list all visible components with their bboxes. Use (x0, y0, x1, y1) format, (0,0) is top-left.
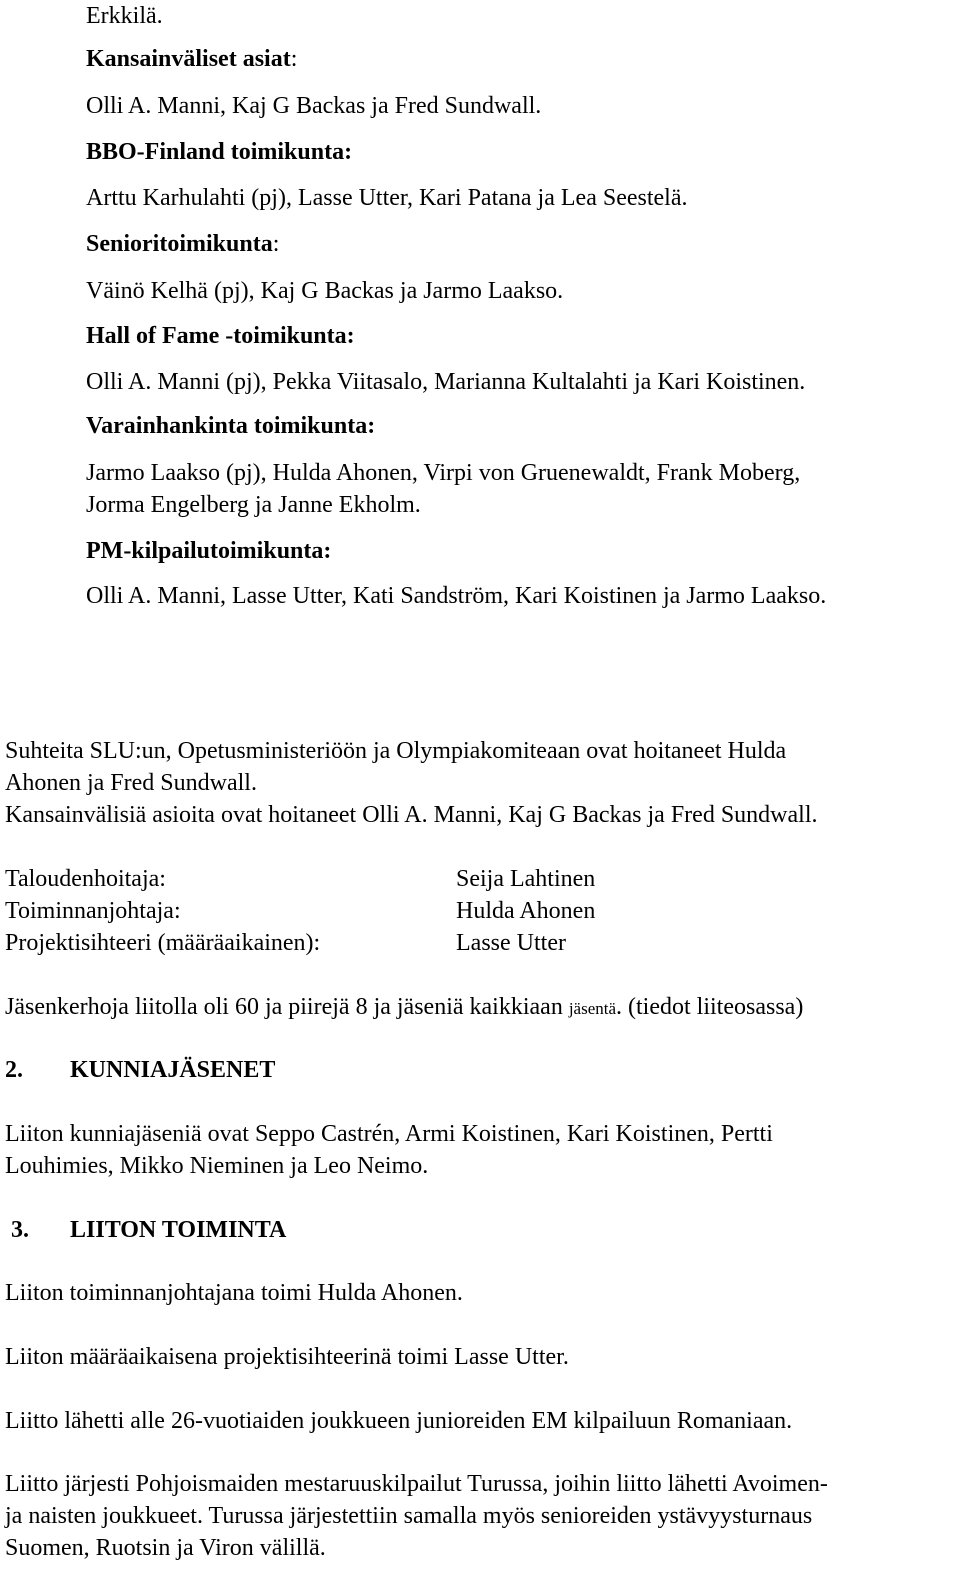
relations-text: Kansainvälisiä asioita ovat hoitaneet Olli A. Manni, Kaj G Backas ja Fred Sundwall. (5, 802, 818, 828)
staff-role: Projektisihteeri (määräaikainen): (5, 930, 321, 956)
committee-name: Varainhankinta toimikunta: (86, 413, 376, 439)
committee-members-text: Jorma Engelberg ja Janne Ekholm. (86, 492, 421, 518)
committee-name: PM-kilpailutoimikunta: (86, 538, 332, 564)
section-paragraph: Liiton määräaikaisena projektisihteerinä toimi Lasse Utter. (5, 1344, 569, 1370)
committee-suffix: : (272, 231, 280, 257)
section-paragraph: Liitto lähetti alle 26-vuotiaiden joukkueen junioreiden EM kilpailuun Romaniaan. (5, 1408, 793, 1434)
staff-role: Toiminnanjohtaja: (5, 898, 181, 924)
membership-text-a: Jäsenkerhoja liitolla oli 60 ja piirejä 8 ja jäseniä kaikkiaan (5, 994, 569, 1020)
committee-members-text: Arttu Karhulahti (pj), Lasse Utter, Kari Patana ja Lea Seestelä. (86, 185, 688, 211)
section-paragraph: Liiton toiminnanjohtajana toimi Hulda Ahonen. (5, 1280, 463, 1306)
staff-role: Taloudenhoitaja: (5, 866, 166, 892)
staff-name: Lasse Utter (456, 930, 566, 956)
section-heading (5, 1054, 23, 1086)
section-title-text: LIITON TOIMINTA (70, 1217, 287, 1243)
committee-heading (86, 410, 375, 442)
relations-text: Suhteita SLU:un, Opetusministeriöön ja Olympiakomiteaan ovat hoitaneet Hulda (5, 738, 787, 764)
section-heading (11, 1214, 29, 1246)
committee-heading (86, 320, 355, 352)
section-number: 2. (5, 1057, 23, 1083)
membership-text (5, 991, 803, 1025)
committee-name: Hall of Fame -toimikunta: (86, 323, 355, 349)
section-paragraph: Liitto järjesti Pohjoismaiden mestaruuskilpailut Turussa, joihin liitto lähetti Avoimen- (5, 1471, 828, 1497)
section-number: 3. (11, 1217, 29, 1243)
section-title-text: KUNNIAJÄSENET (70, 1057, 276, 1083)
committee-heading (86, 228, 279, 260)
committee-heading (86, 535, 331, 567)
committee-members-text: Olli A. Manni, Lasse Utter, Kati Sandström, Kari Koistinen ja Jarmo Laakso. (86, 583, 827, 609)
committee-members-text: Olli A. Manni (pj), Pekka Viitasalo, Marianna Kultalahti ja Kari Koistinen. (86, 369, 806, 395)
section-title (70, 1214, 286, 1246)
section-paragraph: Suomen, Ruotsin ja Viron välillä. (5, 1535, 326, 1561)
staff-name: Seija Lahtinen (456, 866, 596, 892)
section-paragraph: ja naisten joukkueet. Turussa järjestettiin samalla myös senioreiden ystävyysturnaus (5, 1503, 813, 1529)
relations-text: Ahonen ja Fred Sundwall. (5, 770, 257, 796)
committee-name: Senioritoimikunta (86, 231, 273, 257)
committee-members-text: Jarmo Laakso (pj), Hulda Ahonen, Virpi von Gruenewaldt, Frank Moberg, (86, 460, 801, 486)
committee-name: BBO-Finland toimikunta: (86, 139, 353, 165)
committee-heading (86, 43, 297, 75)
section-paragraph: Louhimies, Mikko Nieminen ja Leo Neimo. (5, 1153, 429, 1179)
committee-members-text: Erkkilä. (86, 3, 163, 29)
section-paragraph: Liiton kunniajäseniä ovat Seppo Castrén, Armi Koistinen, Kari Koistinen, Pertti (5, 1121, 773, 1147)
section-title (70, 1054, 275, 1086)
membership-text-small: jäsentä (568, 999, 617, 1018)
committee-members-text: Olli A. Manni, Kaj G Backas ja Fred Sundwall. (86, 93, 542, 119)
staff-name: Hulda Ahonen (456, 898, 596, 924)
membership-text-b: . (tiedot liiteosassa) (616, 994, 804, 1020)
committee-members-text: Väinö Kelhä (pj), Kaj G Backas ja Jarmo Laakso. (86, 278, 564, 304)
committee-suffix: : (290, 46, 298, 72)
committee-heading (86, 136, 352, 168)
committee-name: Kansainväliset asiat (86, 46, 291, 72)
